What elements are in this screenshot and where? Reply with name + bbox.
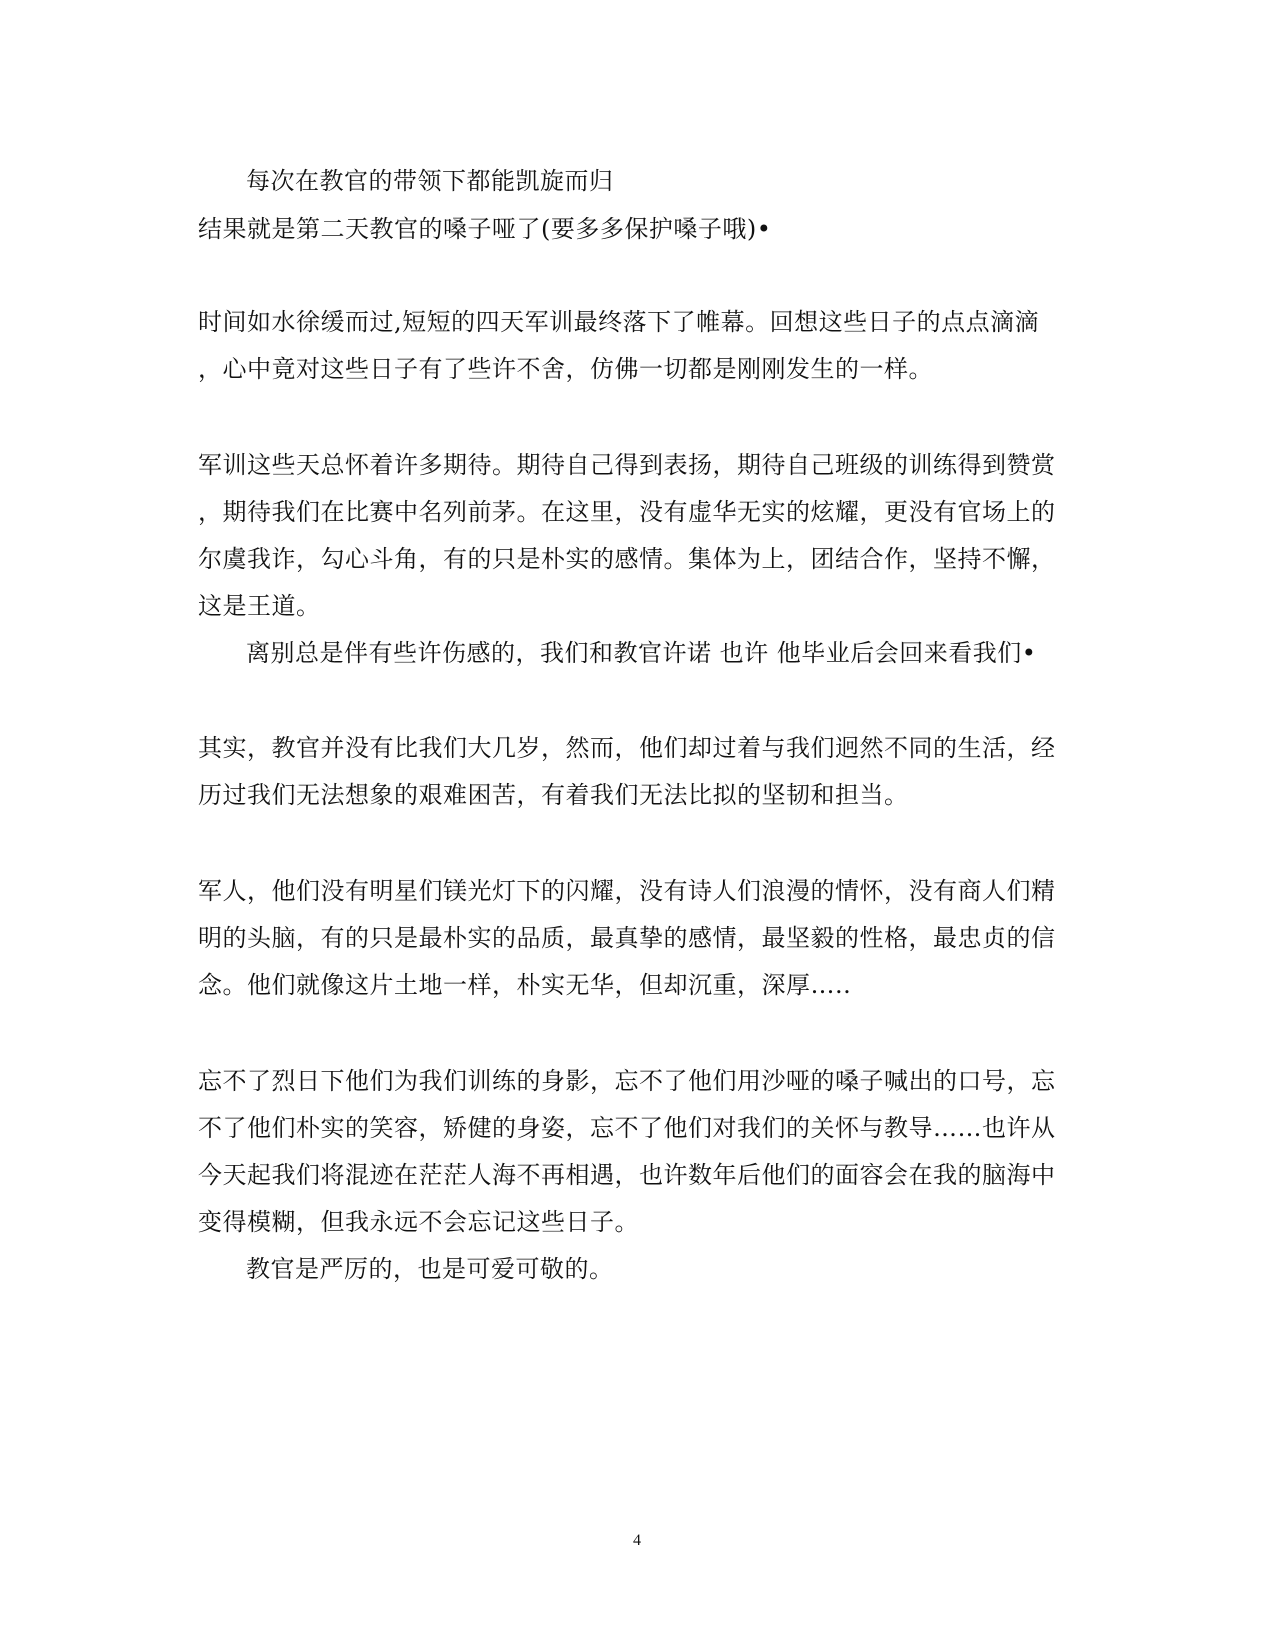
text-line: 这是王道。 xyxy=(198,592,321,620)
text-line: 历过我们无法想象的艰难困苦，有着我们无法比拟的坚韧和担当。 xyxy=(198,781,909,809)
text-line: 每次在教官的带领下都能凯旋而归 xyxy=(246,167,614,195)
text-line: ，心中竟对这些日子有了些许不舍，仿佛一切都是刚刚发生的一样。 xyxy=(198,355,933,383)
page-number: 4 xyxy=(633,1532,641,1549)
text-line: 军训这些天总怀着许多期待。期待自己得到表扬，期待自己班级的训练得到赞赏 xyxy=(198,451,1056,479)
text-line: 离别总是伴有些许伤感的，我们和教官许诺 也许 他毕业后会回来看我们• xyxy=(246,639,1037,667)
text-line: ，期待我们在比赛中名列前茅。在这里，没有虚华无实的炫耀，更没有官场上的 xyxy=(198,498,1056,526)
text-line: 忘不了烈日下他们为我们训练的身影，忘不了他们用沙哑的嗓子喊出的口号，忘 xyxy=(198,1067,1056,1095)
text-line: 其实，教官并没有比我们大几岁，然而，他们却过着与我们迥然不同的生活，经 xyxy=(198,734,1056,762)
text-line: 念。他们就像这片土地一样，朴实无华，但却沉重，深厚….. xyxy=(198,971,852,999)
text-line: 结果就是第二天教官的嗓子哑了(要多多保护嗓子哦)• xyxy=(198,215,772,243)
text-line: 教官是严厉的，也是可爱可敬的。 xyxy=(246,1255,614,1283)
text-line: 明的头脑，有的只是最朴实的品质，最真挚的感情，最坚毅的性格，最忠贞的信 xyxy=(198,924,1056,952)
text-line: 今天起我们将混迹在茫茫人海不再相遇，也许数年后他们的面容会在我的脑海中 xyxy=(198,1161,1056,1189)
text-line: 不了他们朴实的笑容，矫健的身姿，忘不了他们对我们的关怀与教导……也许从 xyxy=(198,1114,1056,1142)
text-line: 军人，他们没有明星们镁光灯下的闪耀，没有诗人们浪漫的情怀，没有商人们精 xyxy=(198,877,1056,905)
text-line: 变得模糊，但我永远不会忘记这些日子。 xyxy=(198,1208,639,1236)
text-line: 时间如水徐缓而过,短短的四天军训最终落下了帷幕。回想这些日子的点点滴滴 xyxy=(198,308,1040,336)
text-line: 尔虞我诈，勾心斗角，有的只是朴实的感情。集体为上，团结合作，坚持不懈， xyxy=(198,545,1056,573)
